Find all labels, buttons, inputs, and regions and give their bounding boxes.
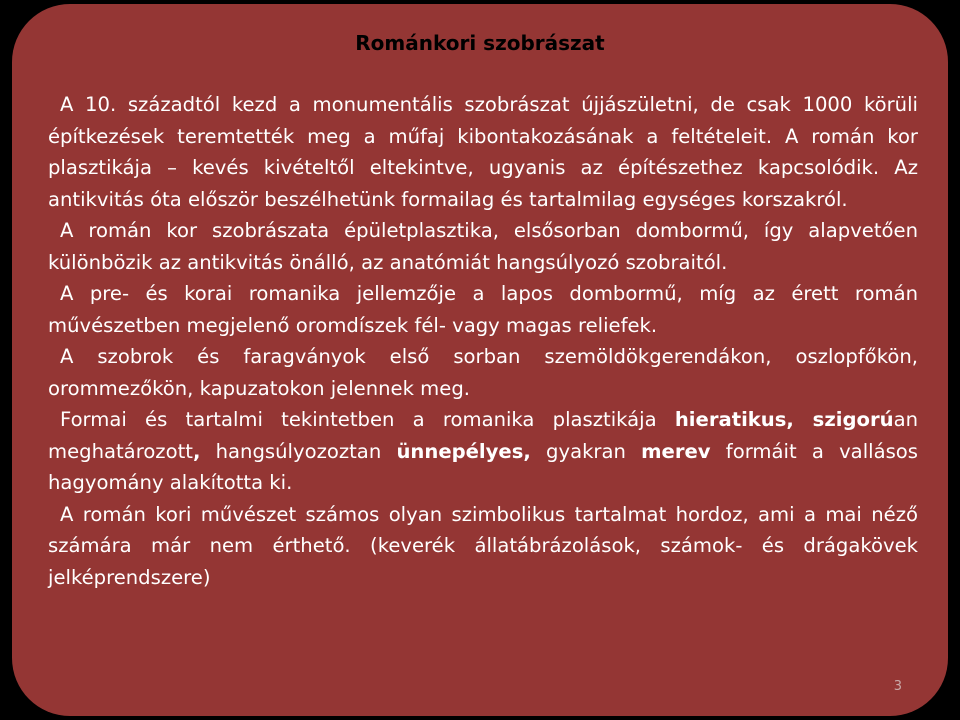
paragraph [48, 278, 918, 341]
text-run: A pre- és korai romanika jellemzője a lapos dombormű, míg az érett román művészetben megjelenő oromdíszek fél- vagy magas reliefek. [48, 282, 918, 337]
slide [12, 4, 948, 716]
text-run: Formai és tartalmi tekintetben a romanika plasztikája [60, 408, 675, 431]
emphasized-text: ünnepélyes, [396, 439, 531, 463]
text-run: A 10. századtól kezd a monumentális szobrászat újjászületni, de csak 1000 körüli építkezések teremtették meg a műfaj kibontakozásának a feltételeit. A román kor plasztikája – kevés kivételtől eltekintve, ugyanis az építészethez kapcsolódik. Az antikvitás óta először beszélhetünk formailag és tartalmilag egységes korszakról. [48, 93, 918, 211]
text-run: A román kori művészet számos olyan szimbolikus tartalmat hordoz, ami a mai néző számára már nem érthető. (keverék állatábrázolások, számok- és drágakövek jelképrendszere) [48, 502, 918, 589]
paragraph [48, 215, 918, 278]
text-run: formáit a vallásos hagyomány alakította ki. [48, 439, 918, 494]
emphasized-text: hieratikus, szigorú [674, 408, 894, 431]
text-run: A szobrok és faragványok első sorban szemöldökgerendákon, oszlopfőkön, orommezőkön, kapuzatokon jelennek meg. [48, 345, 918, 400]
paragraph [48, 89, 918, 215]
text-run: gyakran [530, 439, 642, 463]
text-run: an meghatározott [48, 408, 918, 463]
emphasized-text: merev [641, 439, 711, 463]
paragraph [48, 341, 918, 404]
paragraph [48, 404, 918, 499]
text-run: A román kor szobrászata épületplasztika, elsősorban dombormű, így alapvetően különbözik az antikvitás önálló, az anatómiát hangsúlyozó szobraitól. [48, 219, 918, 274]
emphasized-text: , [192, 439, 201, 463]
page-number: 3 [893, 679, 902, 694]
paragraph [48, 499, 918, 594]
text-run: hangsúlyozoztan [200, 439, 397, 463]
slide-body [48, 89, 918, 593]
slide-title: Románkori szobrászat [355, 31, 605, 55]
